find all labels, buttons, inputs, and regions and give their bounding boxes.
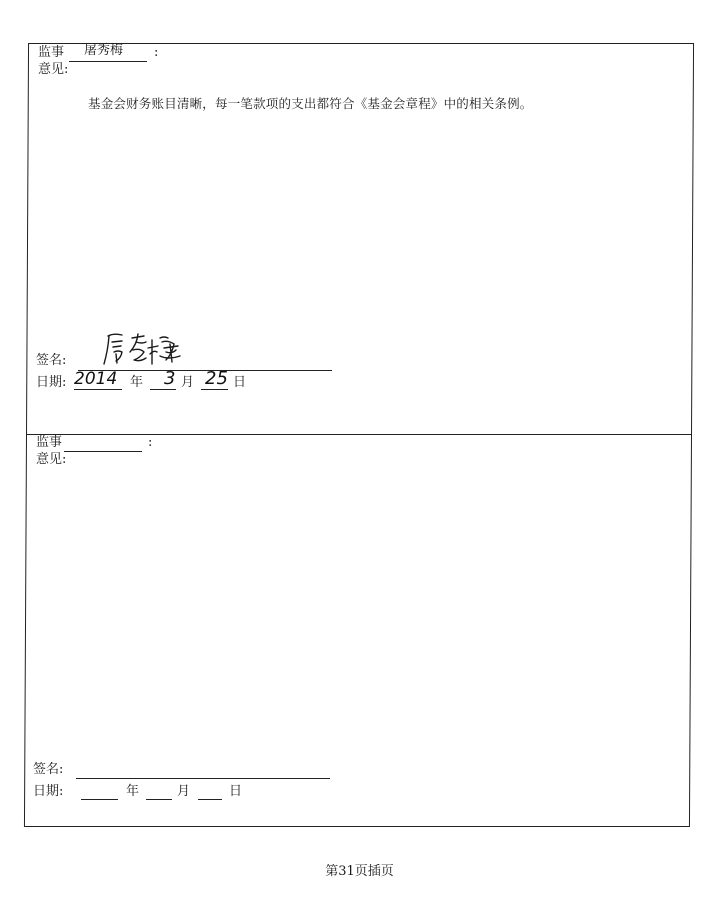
year-label-2: 年 xyxy=(126,784,140,799)
day-underline-1 xyxy=(201,389,228,390)
date-label-2: 日期: xyxy=(33,784,64,799)
month-value-1: 3 xyxy=(164,368,176,389)
month-underline-2[interactable] xyxy=(146,799,172,800)
month-label-2: 月 xyxy=(177,784,191,799)
supervisor-colon-1: : xyxy=(154,45,159,60)
section-divider xyxy=(27,434,691,435)
supervisor-name-underline-1 xyxy=(69,61,147,62)
opinion-label-1: 意见: xyxy=(38,62,69,77)
day-label-2: 日 xyxy=(229,784,243,799)
supervisor-name-1: 屠秀梅 xyxy=(84,43,124,58)
month-label-1: 月 xyxy=(181,375,195,390)
supervisor-label-2: 监事 xyxy=(36,435,63,450)
date-label-1: 日期: xyxy=(36,375,67,390)
day-underline-2[interactable] xyxy=(198,799,222,800)
signature-label-2: 签名: xyxy=(33,762,64,777)
supervisor-name-underline-2[interactable] xyxy=(64,451,142,452)
day-label-1: 日 xyxy=(233,375,247,390)
month-underline-1 xyxy=(150,389,176,390)
supervisor-opinion-form xyxy=(24,43,694,827)
handwritten-signature-1 xyxy=(100,330,200,370)
opinion-text-1: 基金会财务账目清晰，每一笔款项的支出都符合《基金会章程》中的相关条例。 xyxy=(88,96,533,111)
signature-label-1: 签名: xyxy=(36,353,67,368)
opinion-label-2: 意见: xyxy=(36,452,67,467)
year-value-1: 2014 xyxy=(74,369,118,389)
year-underline-1 xyxy=(74,389,122,390)
signature-underline-2[interactable] xyxy=(76,778,330,779)
page-footer: 第31页插页 xyxy=(325,864,394,879)
year-label-1: 年 xyxy=(130,375,144,390)
supervisor-colon-2: : xyxy=(148,435,153,450)
day-value-1: 25 xyxy=(205,368,228,389)
year-underline-2[interactable] xyxy=(81,799,118,800)
supervisor-label-1: 监事 xyxy=(38,45,65,60)
